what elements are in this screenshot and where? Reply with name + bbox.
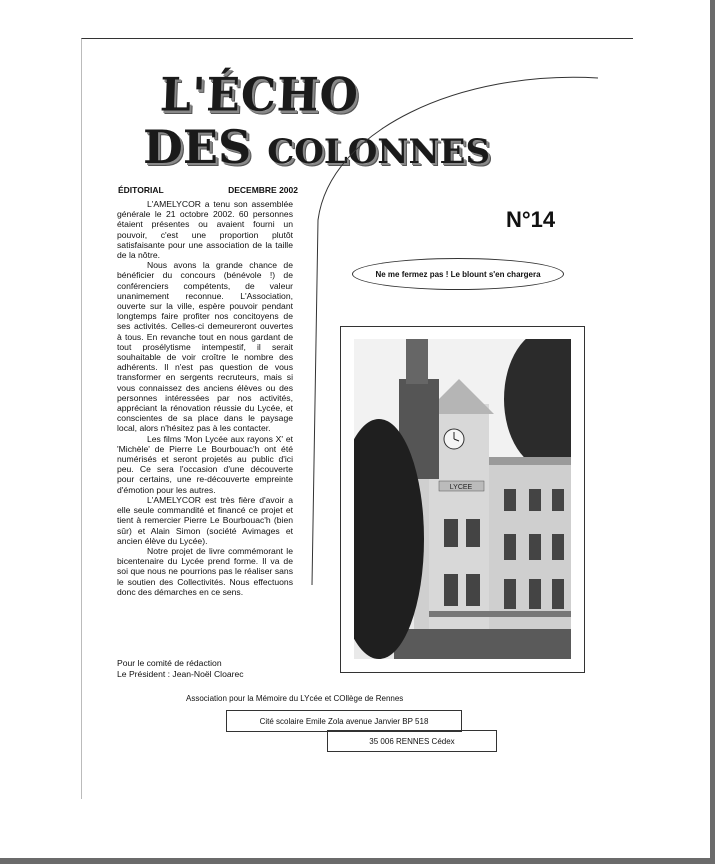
editorial-header [118, 185, 298, 195]
tagline-oval: Ne me fermez pas ! Le blount s'en chargera [352, 258, 564, 290]
editorial-label: ÉDITORIAL [118, 185, 164, 195]
lycee-photo-frame [340, 326, 585, 673]
editorial-paragraph: L'AMELYCOR est très fière d'avoir a elle seule commandité et financé ce projet et tient à remercier Pierre Le Bourbouac'h (bien sûr) et Alain Simon (société Avimages et ancien élève du Lycée). [117, 494, 293, 546]
editorial-paragraph: L'AMELYCOR a tenu son assemblée générale le 21 octobre 2002. 60 personnes étaient présentes ou avaient fourni un pouvoir, c'est une proportion plutôt satisfaisante pour une association de la taille de la nôtre. [117, 199, 293, 261]
editorial-paragraph: Nous avons la grande chance de bénéficier du concours (bénévole !) de conférenciers compétents, de valeur unanimement reconnue. L'Association, ouverte sur la ville, espère pouvoir pendant longtemps faire profiter nos concitoyens de ses activités. Celles-ci demeureront ouvertes à tous. En revanche tout en nous gardant de tout prosélytisme intempestif, il serait souhaitable de voir croître le nombre des adhérents. Il n'est pas question de vous transformer en sergents recruteurs, mais si vous connaissez des anciens élèves ou des personnes intéressées par nos activités, appréciant la rénovation réussie du Lycée, et conscientes de sa place dans le paysage local, alors n'hésitez pas à les contacter. [117, 260, 293, 434]
editorial-paragraph: Notre projet de livre commémorant le bicentenaire du Lycée prend forme. Il va de soi que nous ne pourrions pas le réaliser sans le soutien des Collectivités. Nous effectuons donc des démarches en ce sens. [117, 545, 293, 597]
issue-number: N°14 [506, 207, 556, 232]
editorial-date: DECEMBRE 2002 [228, 185, 298, 195]
viewer-frame-bottom [0, 858, 715, 864]
masthead-des: DES [143, 120, 252, 174]
lycee-sign-text: LYCEE [449, 484, 473, 491]
address-line-1: Cité scolaire Emile Zola avenue Janvier BP 518 [226, 710, 462, 732]
signature-line-2: Le Président : Jean-Noël Cloarec [117, 668, 244, 679]
masthead-colonnes: COLONNES [267, 132, 491, 172]
association-name: Association pour la Mémoire du LYcée et COllège de Rennes [186, 694, 404, 703]
address-line-2: 35 006 RENNES Cédex [327, 730, 497, 752]
signature-line-1: Pour le comité de rédaction [117, 658, 222, 668]
editorial-paragraph: Les films 'Mon Lycée aux rayons X' et 'Michèle' de Pierre Le Bourbouac'h ont été numérisés et seront projetés au public d'ici peu. Ce sera l'occasion d'une découverte pour certains, une re-découverte empreinte d'émotion pour les autres. [117, 433, 293, 495]
lycee-photo [354, 339, 571, 659]
editorial-body [117, 199, 293, 597]
masthead-line-1: L'ÉCHO [159, 68, 360, 123]
viewer-frame-right [710, 0, 715, 864]
editorial-signature [117, 658, 244, 679]
